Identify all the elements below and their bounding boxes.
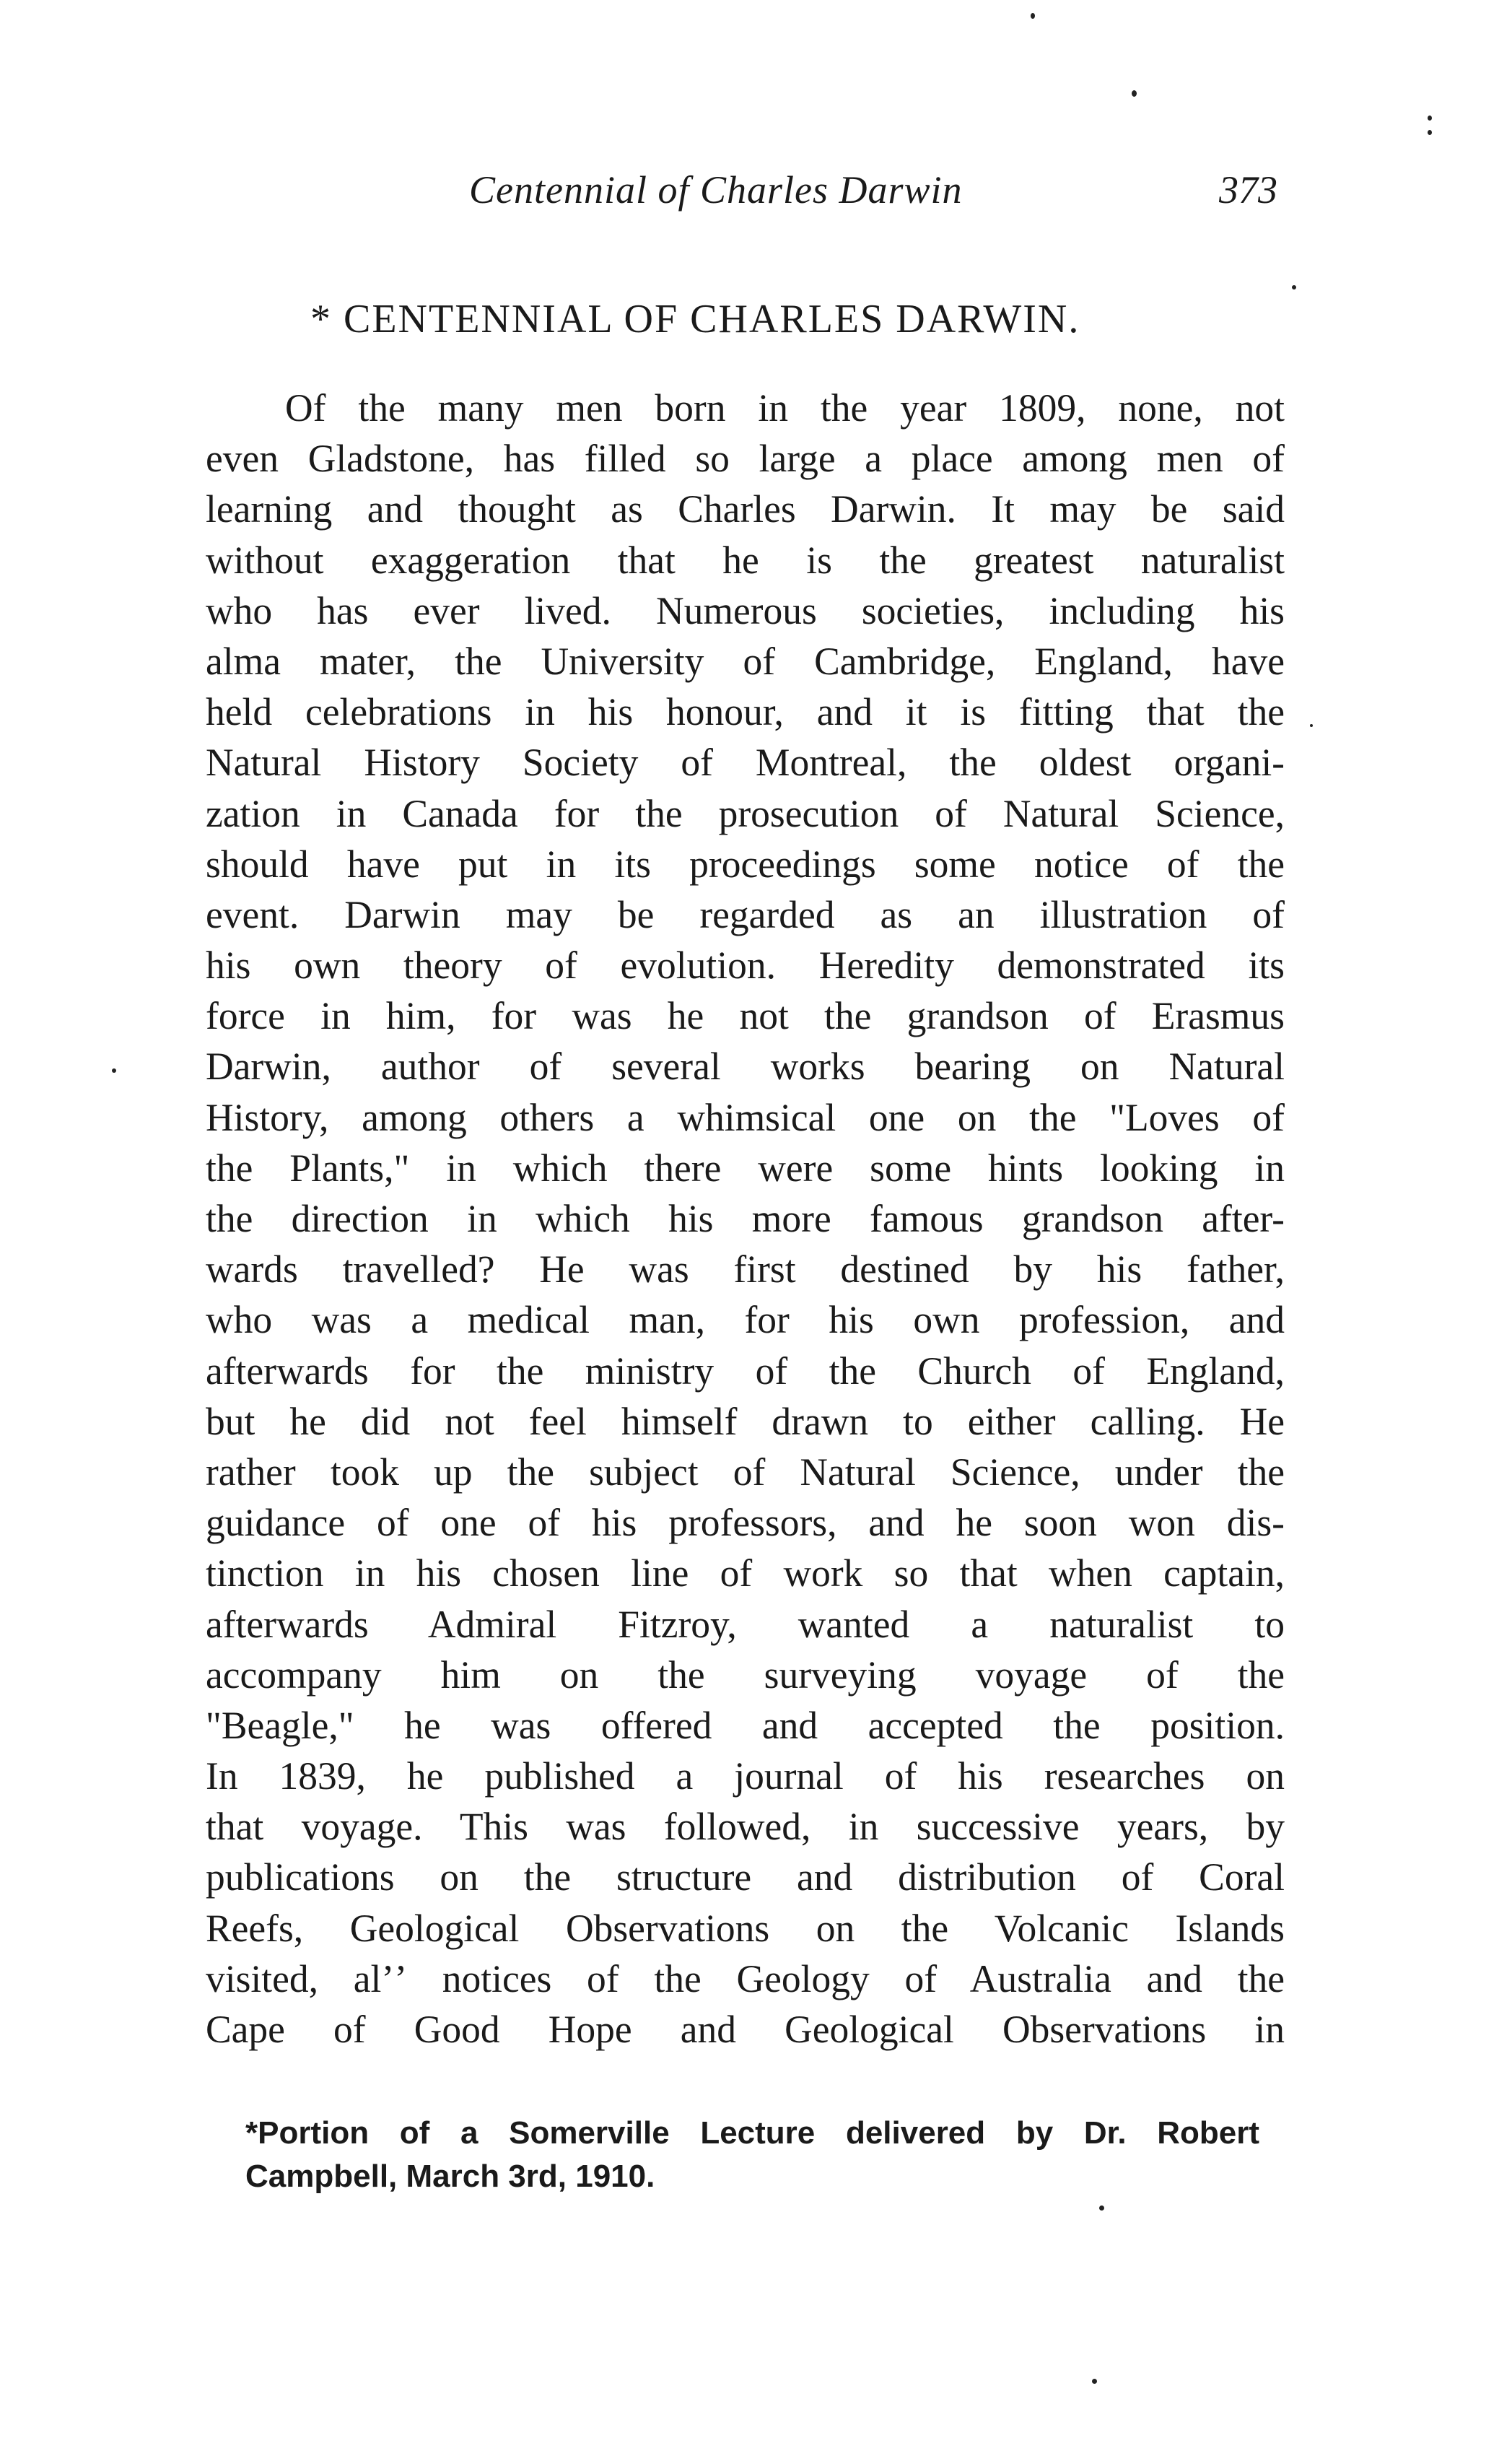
footnote: [245, 2112, 1259, 2198]
page-number: 373: [1219, 168, 1277, 212]
body-line: Darwin, author of several works bearing on Natural: [206, 1045, 1285, 1089]
body-line: held celebrations in his honour, and it is fitting that the: [206, 690, 1285, 734]
scan-speck: [1132, 90, 1137, 97]
article-title: * CENTENNIAL OF CHARLES DARWIN.: [310, 297, 1080, 341]
body-line: his own theory of evolution. Heredity demonstrated its: [206, 944, 1285, 988]
body-line: but he did not feel himself drawn to either calling. He: [206, 1399, 1285, 1443]
body-line: force in him, for was he not the grandson of Erasmus: [206, 994, 1285, 1038]
scan-speck: [1292, 285, 1296, 289]
body-line: Cape of Good Hope and Geological Observations in: [206, 2008, 1285, 2051]
body-line: afterwards Admiral Fitzroy, wanted a naturalist to: [206, 1602, 1285, 1646]
body-line: without exaggeration that he is the greatest naturalist: [206, 538, 1285, 582]
body-line: event. Darwin may be regarded as an illustration of: [206, 892, 1285, 936]
body-line: tinction in his chosen line of work so that when captain,: [206, 1551, 1285, 1595]
body-line: accompany him on the surveying voyage of the: [206, 1652, 1285, 1697]
body-line: afterwards for the ministry of the Church of England,: [206, 1349, 1285, 1393]
body-line: "Beagle," he was offered and accepted the position.: [206, 1703, 1285, 1747]
body-line: zation in Canada for the prosecution of Natural Science,: [206, 791, 1285, 835]
body-line: who was a medical man, for his own profession, and: [206, 1298, 1285, 1342]
body-line: History, among others a whimsical one on the "Loves of: [206, 1095, 1285, 1139]
scan-speck: [1310, 724, 1313, 727]
body-line: In 1839, he published a journal of his researches on: [206, 1754, 1285, 1798]
article-body: [206, 383, 1285, 2055]
footnote-line: *Portion of a Somerville Lecture delivered by Dr. Robert: [245, 2115, 1259, 2151]
scan-speck: [1099, 2205, 1104, 2211]
scan-speck: [112, 1068, 116, 1073]
body-line: Natural History Society of Montreal, the oldest organi-: [206, 741, 1285, 785]
scan-speck: [1428, 130, 1432, 135]
running-head: [209, 167, 1277, 225]
body-line: learning and thought as Charles Darwin. It may be said: [206, 487, 1285, 531]
body-line: wards travelled? He was first destined by his father,: [206, 1247, 1285, 1292]
scan-speck: [1428, 116, 1432, 121]
body-line: alma mater, the University of Cambridge, England, have: [206, 639, 1285, 683]
body-line: should have put in its proceedings some notice of the: [206, 842, 1285, 886]
body-line: visited, alʼʼ notices of the Geology of Australia and the: [206, 1956, 1285, 2000]
body-line: rather took up the subject of Natural Science, under the: [206, 1450, 1285, 1494]
scan-speck: [1031, 13, 1035, 19]
scan-speck: [1092, 2379, 1097, 2384]
running-title: Centennial of Charles Darwin: [469, 168, 963, 212]
body-line: publications on the structure and distribution of Coral: [206, 1855, 1285, 1899]
body-line: even Gladstone, has filled so large a place among men of: [206, 437, 1285, 481]
body-line: Reefs, Geological Observations on the Volcanic Islands: [206, 1906, 1285, 1950]
body-line: who has ever lived. Numerous societies, including his: [206, 588, 1285, 632]
footnote-line: Campbell, March 3rd, 1910.: [245, 2159, 655, 2194]
body-line: the direction in which his more famous grandson after-: [206, 1197, 1285, 1240]
body-line: that voyage. This was followed, in successive years, by: [206, 1805, 1285, 1849]
body-line: guidance of one of his professors, and he soon won dis-: [206, 1501, 1285, 1545]
body-line: Of the many men born in the year 1809, none, not: [285, 386, 1285, 430]
body-line: the Plants," in which there were some hints looking in: [206, 1146, 1285, 1190]
